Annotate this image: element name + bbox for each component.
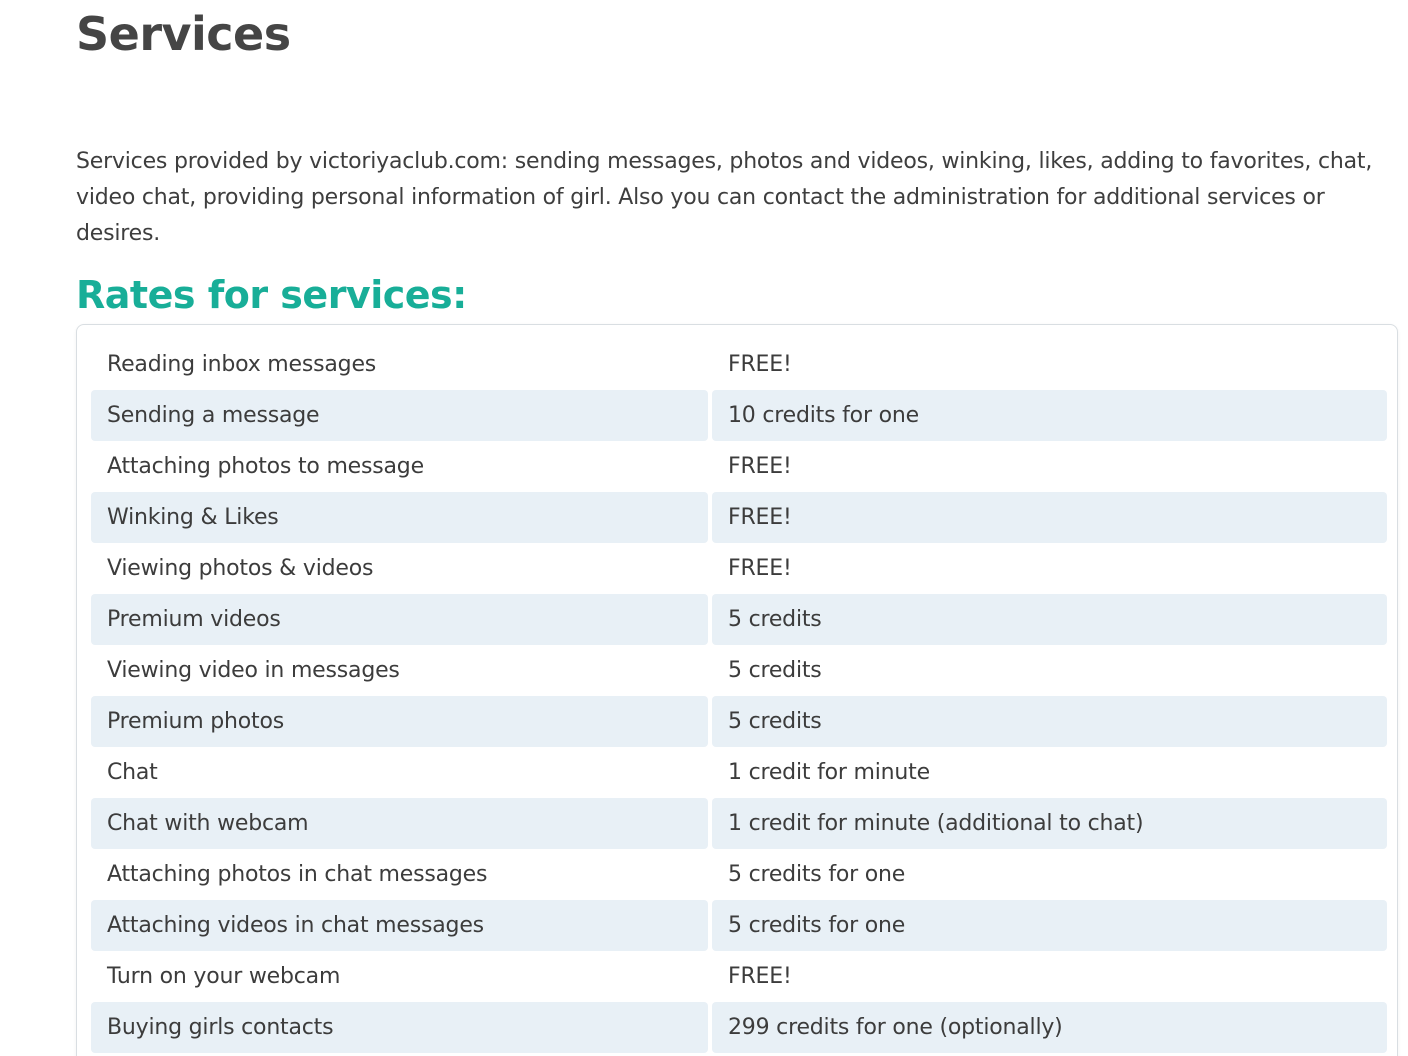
rates-table — [91, 339, 1387, 1053]
table-row — [91, 951, 1387, 1002]
service-price-cell: 5 credits for one — [712, 900, 1387, 951]
service-price-cell: FREE! — [728, 556, 792, 581]
service-name-cell: Premium videos — [91, 594, 708, 645]
service-name-cell: Chat — [107, 760, 158, 785]
service-price-cell: FREE! — [728, 352, 792, 377]
service-price-cell: 10 credits for one — [712, 390, 1387, 441]
service-price-cell: FREE! — [712, 492, 1387, 543]
service-name-cell: Viewing video in messages — [107, 658, 400, 683]
service-name-cell: Winking & Likes — [91, 492, 708, 543]
service-name-cell: Sending a message — [91, 390, 708, 441]
rates-table-card — [76, 324, 1398, 1056]
service-price-cell: 1 credit for minute (additional to chat) — [712, 798, 1387, 849]
service-name-cell: Chat with webcam — [91, 798, 708, 849]
table-row — [91, 645, 1387, 696]
service-name-cell: Buying girls contacts — [91, 1002, 708, 1053]
service-price-cell: 5 credits — [712, 594, 1387, 645]
service-price-cell: 5 credits — [728, 658, 822, 683]
services-intro-text: Services provided by victoriyaclub.com: sending messages, photos and videos, winking, likes, adding to favorites, chat, video chat, providing personal information of girl. Also you can contact the administration for additional services or desires. — [76, 149, 1373, 246]
service-name-cell: Reading inbox messages — [107, 352, 377, 377]
page-title: Services — [76, 7, 291, 61]
service-price-cell: 1 credit for minute — [728, 760, 930, 785]
table-row — [91, 696, 1387, 747]
table-row — [91, 594, 1387, 645]
service-price-cell: 5 credits — [712, 696, 1387, 747]
service-price-cell: 5 credits for one — [728, 862, 906, 887]
table-row — [91, 492, 1387, 543]
table-row — [91, 1002, 1387, 1053]
service-price-cell: FREE! — [728, 454, 792, 479]
table-row — [91, 390, 1387, 441]
table-row — [91, 900, 1387, 951]
service-name-cell: Attaching photos in chat messages — [107, 862, 488, 887]
table-row — [91, 849, 1387, 900]
table-row — [91, 339, 1387, 390]
service-name-cell: Premium photos — [91, 696, 708, 747]
rates-heading: Rates for services: — [76, 273, 467, 317]
service-name-cell: Viewing photos & videos — [107, 556, 374, 581]
table-row — [91, 543, 1387, 594]
table-row — [91, 798, 1387, 849]
service-name-cell: Attaching photos to message — [107, 454, 424, 479]
service-name-cell: Turn on your webcam — [107, 964, 341, 989]
service-name-cell: Attaching videos in chat messages — [91, 900, 708, 951]
table-row — [91, 747, 1387, 798]
table-row — [91, 441, 1387, 492]
service-price-cell: 299 credits for one (optionally) — [712, 1002, 1387, 1053]
service-price-cell: FREE! — [728, 964, 792, 989]
